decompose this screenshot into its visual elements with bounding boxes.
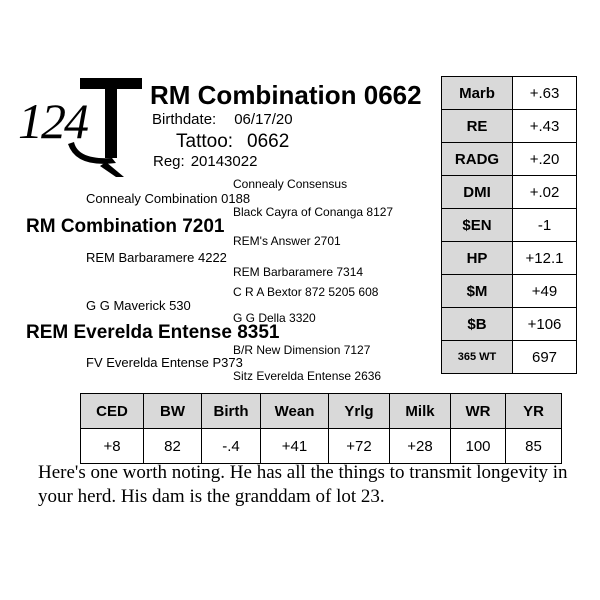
epd-row: [442, 341, 577, 374]
birthdate-value: 06/17/20: [234, 111, 293, 128]
epd-value: +106: [513, 308, 577, 341]
epd-value: +.20: [513, 143, 577, 176]
epd-header-cell: Birth: [202, 394, 261, 429]
pedigree-sire-dam-dam: REM Barbaramere 7314: [233, 265, 364, 279]
epd-value: +49: [513, 275, 577, 308]
epd-row: [442, 308, 577, 341]
epd-header-cell: WR: [451, 394, 506, 429]
tattoo-value: 0662: [247, 131, 290, 152]
epd-header-cell: Yrlg: [329, 394, 390, 429]
epd-value-cell: +72: [329, 429, 390, 464]
reg-value: 20143022: [190, 153, 258, 170]
epd-label: $EN: [442, 209, 513, 242]
epd-bottom-table: [80, 393, 562, 464]
pedigree-sire-dam-sire: REM's Answer 2701: [233, 234, 341, 248]
epd-header-cell: Milk: [390, 394, 451, 429]
pedigree-sire-sire-dam: Black Cayra of Conanga 8127: [233, 205, 394, 219]
pedigree-dam-sire: G G Maverick 530: [86, 298, 191, 313]
pedigree-sire: RM Combination 7201: [26, 216, 225, 237]
epd-value: -1: [513, 209, 577, 242]
epd-header-cell: Wean: [261, 394, 329, 429]
epd-label: RADG: [442, 143, 513, 176]
birthdate-line: [152, 111, 293, 128]
epd-value-cell: -.4: [202, 429, 261, 464]
epd-label: $M: [442, 275, 513, 308]
pedigree-dam-dam: FV Everelda Entense P373: [86, 355, 243, 370]
tattoo-label: Tattoo:: [176, 131, 234, 152]
pedigree-sire-sire: Connealy Combination 0188: [86, 191, 251, 206]
epd-value-cell: 85: [506, 429, 562, 464]
epd-row: [442, 77, 577, 110]
pedigree-dam-sire-dam: G G Della 3320: [233, 311, 316, 325]
epd-value-cell: +41: [261, 429, 329, 464]
epd-row: [442, 209, 577, 242]
epd-label: Marb: [442, 77, 513, 110]
epd-row: [442, 143, 577, 176]
brand-mark-icon: [66, 78, 146, 178]
epd-label: HP: [442, 242, 513, 275]
epd-side-table: [441, 76, 577, 374]
pedigree-dam: REM Everelda Entense 8351: [26, 322, 280, 343]
epd-header-row: [81, 394, 562, 429]
birthdate-label: Birthdate:: [152, 111, 217, 128]
epd-value-cell: +8: [81, 429, 144, 464]
epd-value: 697: [513, 341, 577, 374]
lot-number: 124: [18, 93, 87, 149]
epd-value: +.02: [513, 176, 577, 209]
pedigree-dam-dam-dam: Sitz Everelda Entense 2636: [233, 369, 382, 383]
epd-value: +.63: [513, 77, 577, 110]
epd-value-row: [81, 429, 562, 464]
epd-label: RE: [442, 110, 513, 143]
epd-header-cell: YR: [506, 394, 562, 429]
reg-label: Reg:: [153, 153, 185, 170]
pedigree-dam-sire-sire: C R A Bextor 872 5205 608: [233, 285, 379, 299]
epd-value: +12.1: [513, 242, 577, 275]
epd-row: [442, 110, 577, 143]
animal-name: RM Combination 0662: [150, 80, 422, 110]
epd-value-cell: 82: [144, 429, 202, 464]
epd-label: $B: [442, 308, 513, 341]
pedigree-sire-sire-sire: Connealy Consensus: [233, 177, 348, 191]
pedigree-sire-dam: REM Barbaramere 4222: [86, 250, 227, 265]
pedigree-dam-dam-sire: B/R New Dimension 7127: [233, 343, 371, 357]
epd-value-cell: 100: [451, 429, 506, 464]
epd-label: DMI: [442, 176, 513, 209]
reg-line: [153, 153, 257, 170]
epd-header-cell: CED: [81, 394, 144, 429]
epd-value: +.43: [513, 110, 577, 143]
epd-label: 365 WT: [442, 341, 513, 374]
tattoo-line: [176, 131, 289, 153]
epd-row: [442, 176, 577, 209]
epd-header-cell: BW: [144, 394, 202, 429]
epd-value-cell: +28: [390, 429, 451, 464]
epd-row: [442, 275, 577, 308]
lot-comment: Here's one worth noting. He has all the things to transmit longevity in your herd. His dam is the granddam of lot 23.: [38, 462, 568, 507]
epd-row: [442, 242, 577, 275]
